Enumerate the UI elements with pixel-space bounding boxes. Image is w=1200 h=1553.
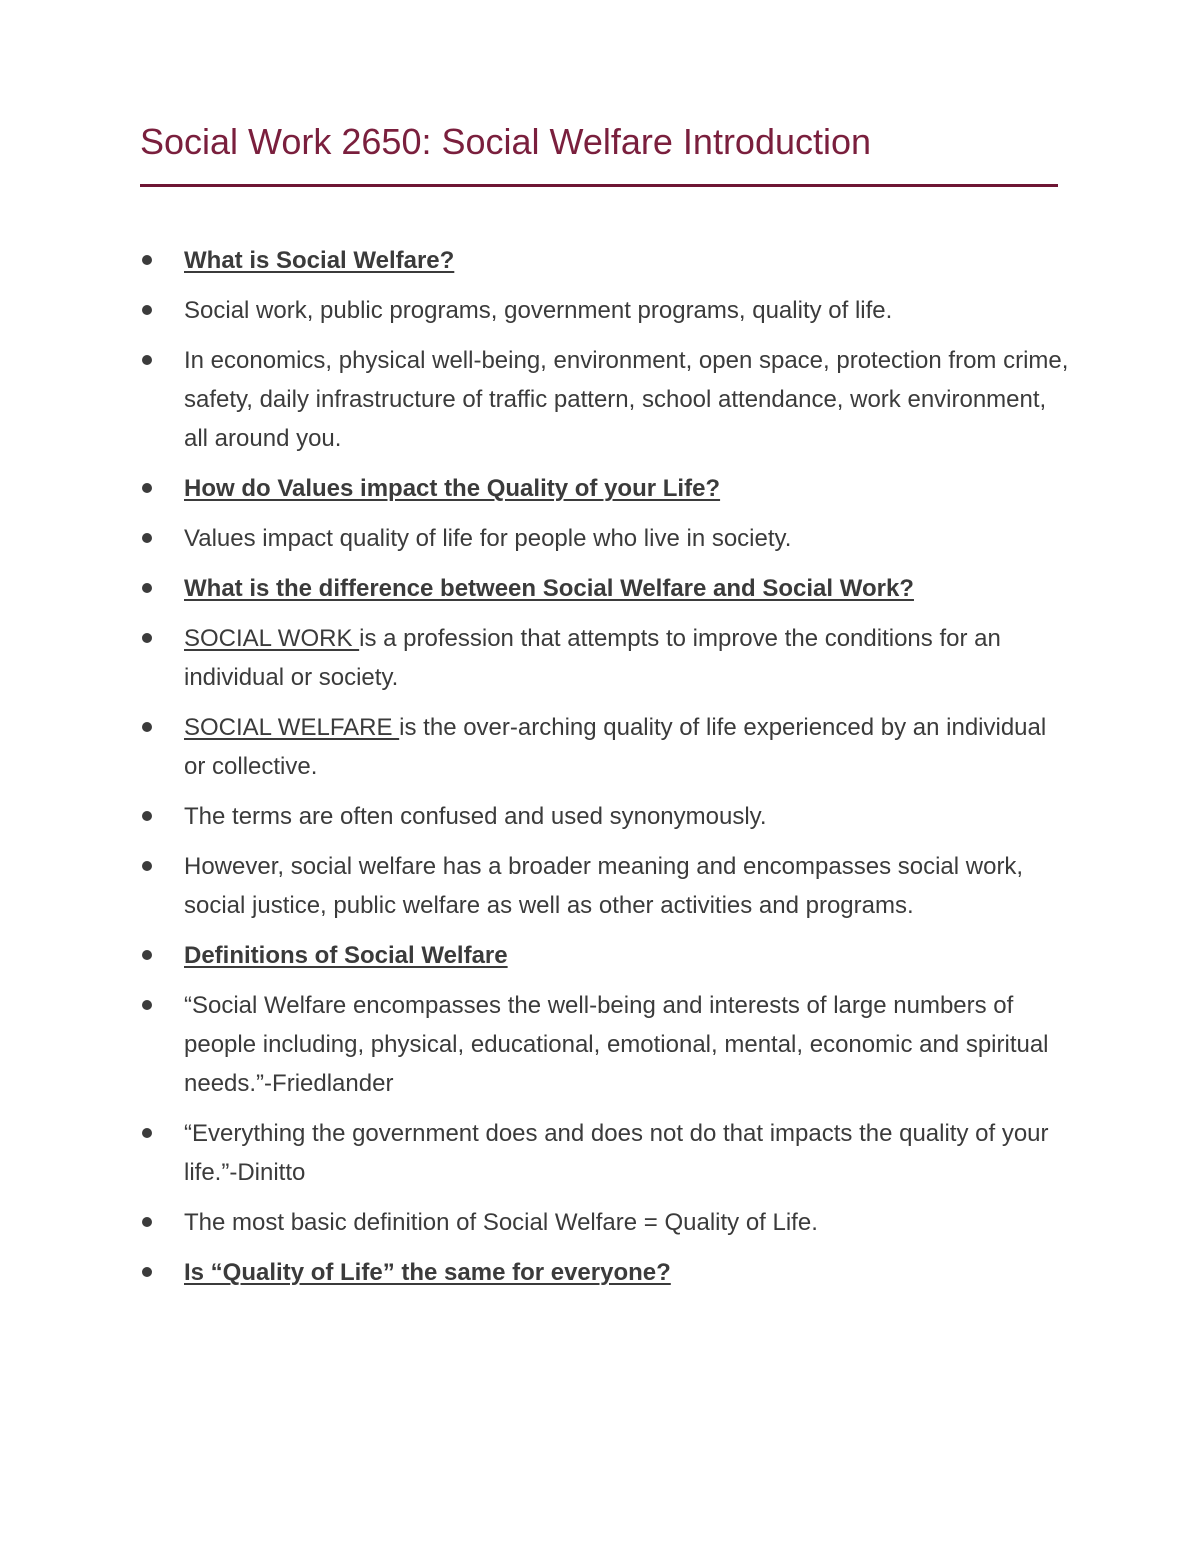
bullet-icon <box>142 633 152 643</box>
bullet-icon <box>142 861 152 871</box>
defined-term: SOCIAL WELFARE <box>184 714 400 741</box>
bullet-icon <box>142 583 152 593</box>
bullet-text: In economics, physical well-being, environment, open space, protection from crime, safety, daily infrastructure of traffic pattern, school attendance, work environment, all around you. <box>184 347 1069 452</box>
list-item <box>140 469 1070 508</box>
title-divider <box>140 184 1058 187</box>
list-item <box>140 1114 1070 1192</box>
bullet-text: The most basic definition of Social Welfare = Quality of Life. <box>184 1209 818 1236</box>
bullet-list <box>140 241 1070 1303</box>
list-item <box>140 241 1070 280</box>
bullet-icon <box>142 483 152 493</box>
bullet-text: The terms are often confused and used synonymously. <box>184 803 767 830</box>
bullet-icon <box>142 1128 152 1138</box>
list-item <box>140 519 1070 558</box>
list-item <box>140 986 1070 1103</box>
question-heading: Is “Quality of Life” the same for everyone? <box>184 1259 671 1286</box>
bullet-text: “Everything the government does and does not do that impacts the quality of your life.”-Dinitto <box>184 1120 1049 1186</box>
question-heading: Definitions of Social Welfare <box>184 942 508 969</box>
bullet-icon <box>142 533 152 543</box>
bullet-icon <box>142 355 152 365</box>
bullet-icon <box>142 950 152 960</box>
bullet-icon <box>142 1217 152 1227</box>
list-item <box>140 936 1070 975</box>
bullet-icon <box>142 305 152 315</box>
bullet-text: is a profession that attempts to improve the conditions for an individual or society. <box>184 625 1001 691</box>
bullet-icon <box>142 722 152 732</box>
list-item <box>140 1253 1070 1292</box>
question-heading: What is Social Welfare? <box>184 247 455 274</box>
bullet-text: Values impact quality of life for people who live in society. <box>184 525 792 552</box>
bullet-text: “Social Welfare encompasses the well-being and interests of large numbers of people including, physical, educational, emotional, mental, economic and spiritual needs.”-Friedlander <box>184 992 1049 1097</box>
list-item <box>140 619 1070 697</box>
bullet-text: is the over-arching quality of life experienced by an individual or collective. <box>184 714 1047 780</box>
question-heading: How do Values impact the Quality of your Life? <box>184 475 721 502</box>
list-item <box>140 797 1070 836</box>
list-item <box>140 1203 1070 1242</box>
list-item <box>140 708 1070 786</box>
bullet-icon <box>142 1267 152 1277</box>
bullet-text: However, social welfare has a broader meaning and encompasses social work, social justice, public welfare as well as other activities and programs. <box>184 853 1024 919</box>
bullet-icon <box>142 811 152 821</box>
bullet-icon <box>142 255 152 265</box>
list-item <box>140 569 1070 608</box>
question-heading: What is the difference between Social Welfare and Social Work? <box>184 575 914 602</box>
list-item <box>140 291 1070 330</box>
list-item <box>140 847 1070 925</box>
bullet-icon <box>142 1000 152 1010</box>
defined-term: SOCIAL WORK <box>184 625 360 652</box>
page-title: Social Work 2650: Social Welfare Introduction <box>140 121 872 162</box>
list-item <box>140 341 1070 458</box>
bullet-text: Social work, public programs, government programs, quality of life. <box>184 297 893 324</box>
